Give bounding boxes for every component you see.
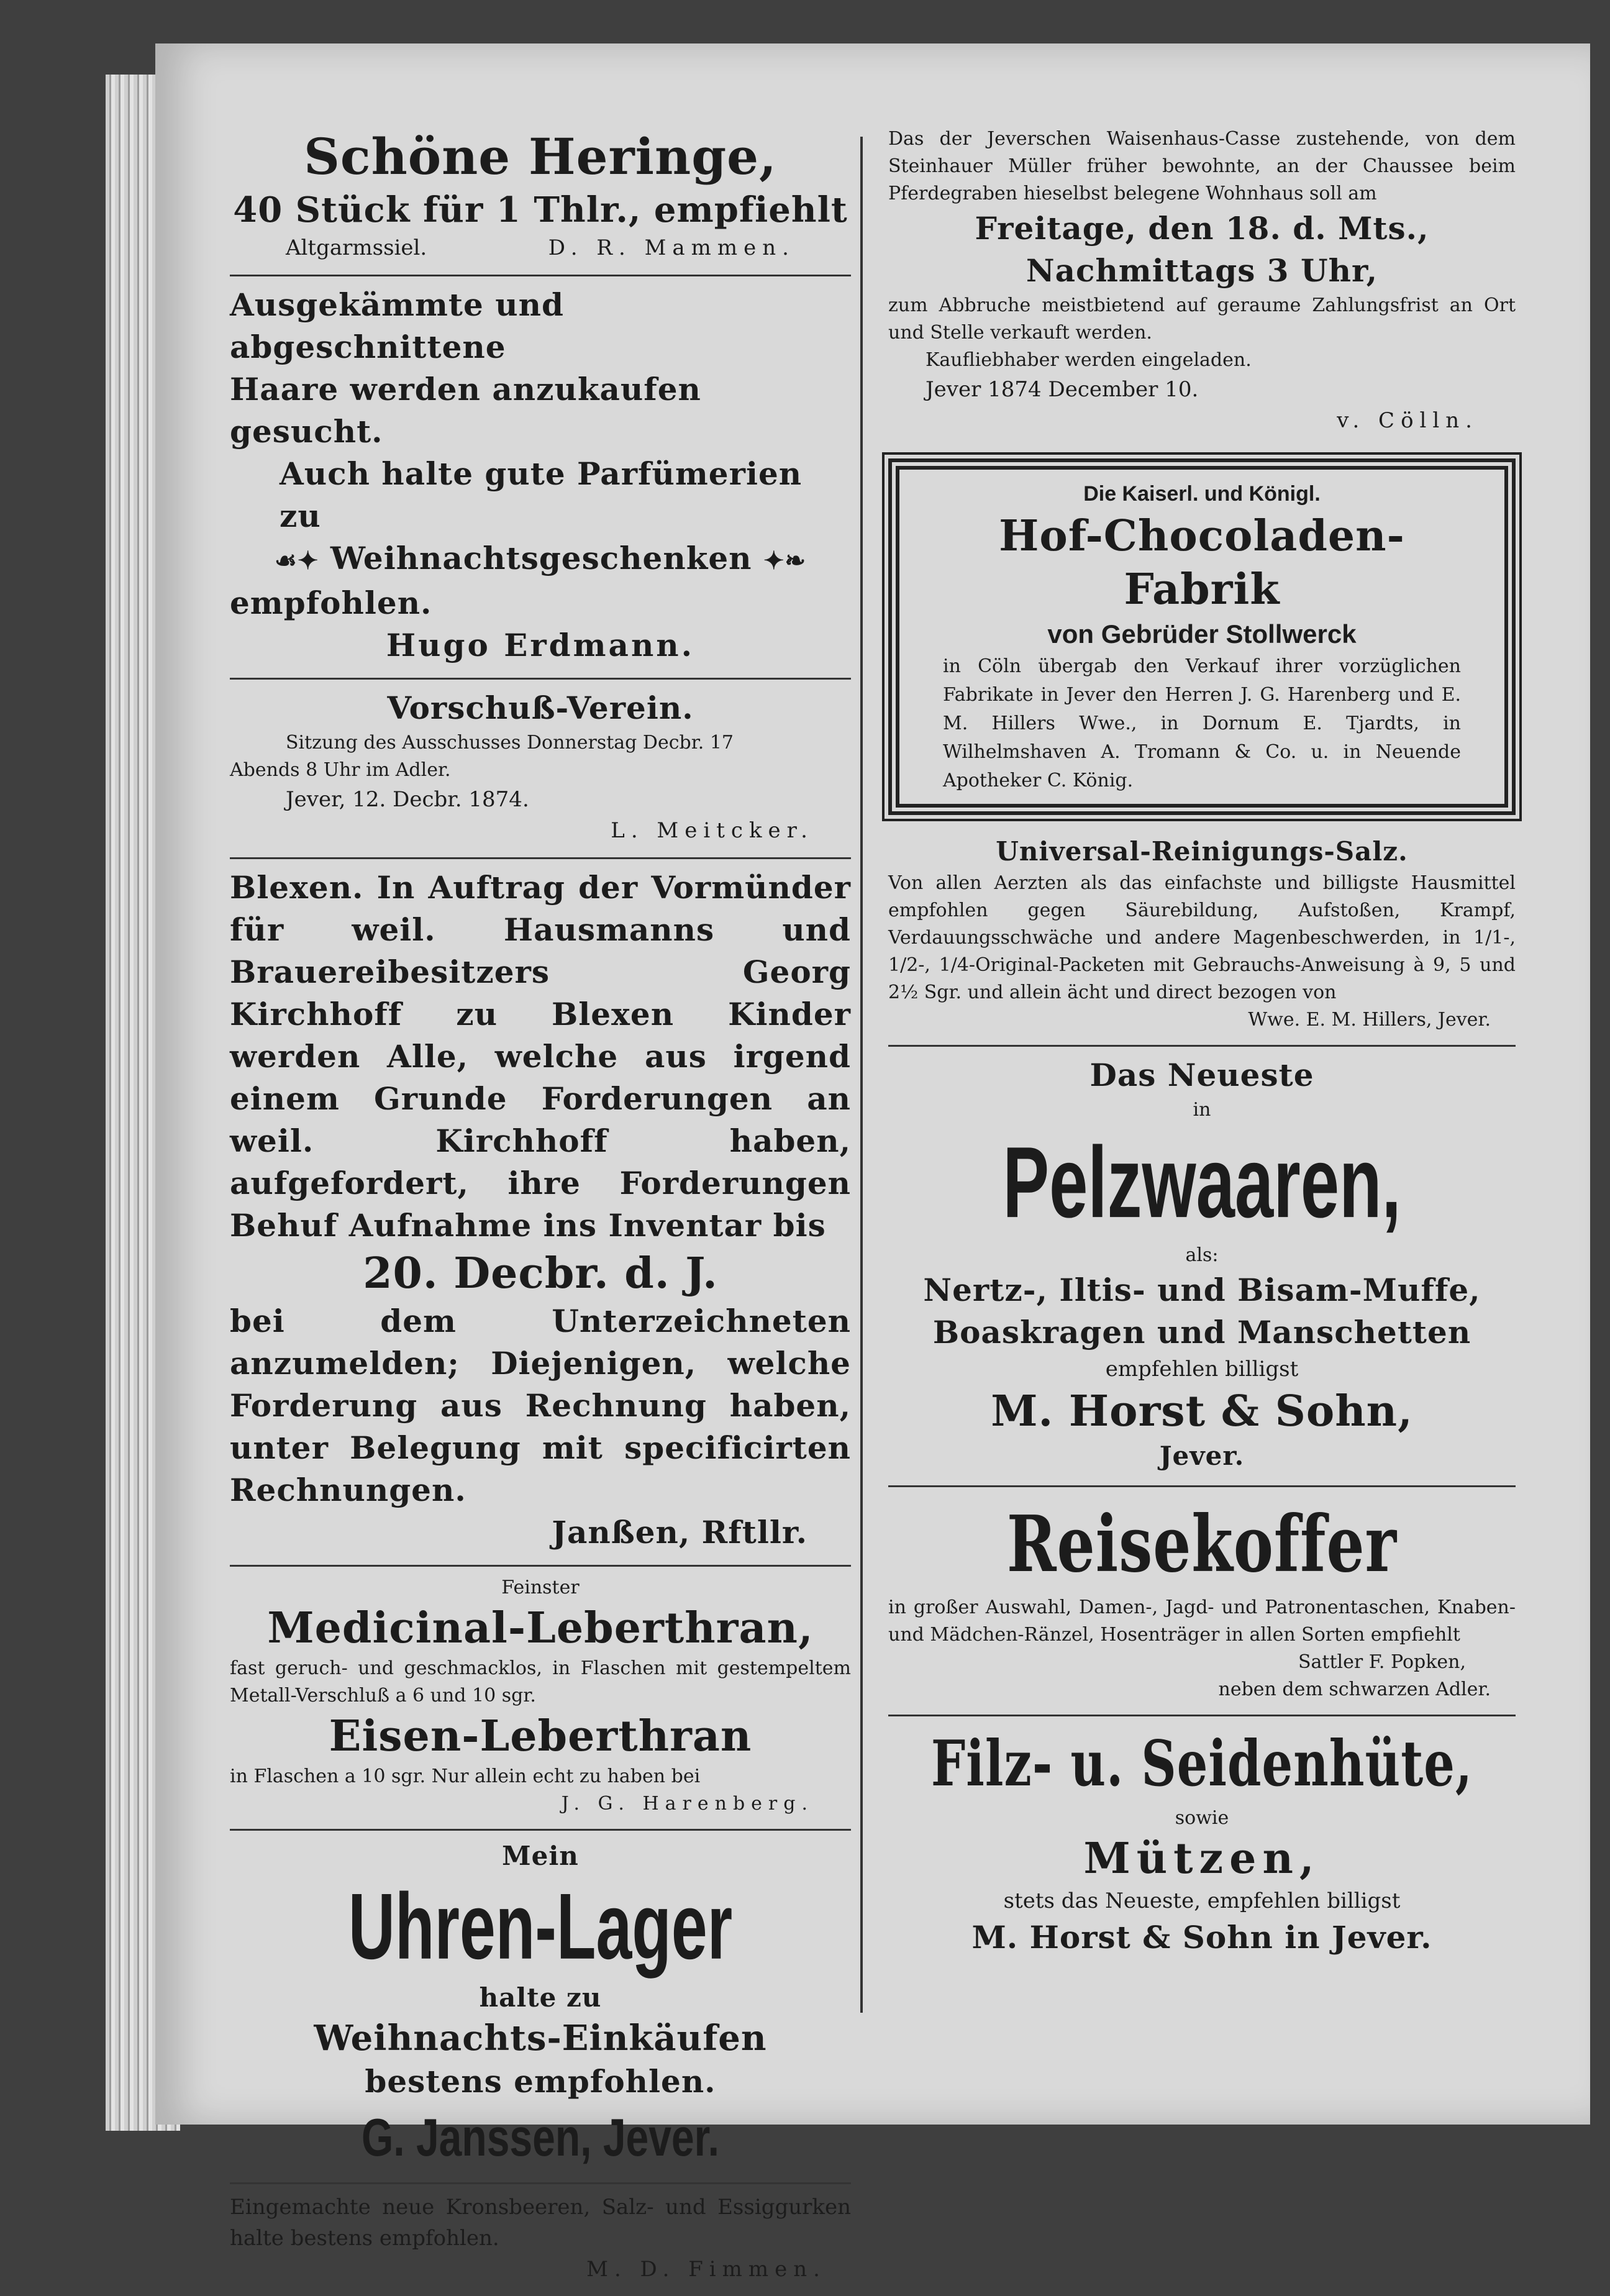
ad-date: 20. Decbr. d. J. [363,1249,718,1298]
ad-line: Boaskragen und Manschetten [932,1314,1471,1351]
ornament-left-icon: ☙✦ [275,546,319,575]
ad-title: Medicinal-Leberthran, [267,1603,814,1653]
ad-leberthran [230,1567,851,1831]
ad-line: bestens empfohlen. [365,2063,716,2100]
ad-text: Das der Jeverschen Waisenhaus-Casse zustehende, von dem Steinhauer Müller früher bewohnte, an der Chaussee beim Pferdegraben hieselbst belegene Wohnhaus soll am [888,128,1516,204]
ad-text: Blexen. In Auftrag der Vormünder für weil. Hausmanns und Brauereibesitzers Georg Kirchhoff zu Blexen Kinder werden Alle, welche aus irgend einem Grunde Forderungen an weil. Kirchhoff haben, aufgefordert, ihre Forderungen Behuf Aufnahme ins Inventar bis [230,869,851,1244]
ad-line: Sitzung des Ausschusses Donnerstag Decbr. 17 [286,732,734,754]
left-column [230,118,851,2296]
ad-signer: neben dem schwarzen Adler. [1218,1679,1491,1700]
ad-place: Altgarmssiel. [286,235,427,260]
ad-koffer [888,1487,1516,1716]
ad-kronsbeeren [230,2184,851,2296]
ad-signer: D. R. Mammen. [548,235,795,260]
ad-line: empfehlen billigst [1105,1357,1299,1382]
right-column [888,118,1516,1970]
ad-title: Universal-Reinigungs-Salz. [996,836,1408,867]
ad-date: Freitage, den 18. d. Mts., [975,210,1429,247]
ad-line: Jever, 12. Decbr. 1874. [286,787,529,812]
ad-signer: Wwe. E. M. Hillers, Jever. [1248,1009,1491,1031]
ad-name: M. Horst & Sohn in Jever. [971,1919,1432,1956]
ad-highlight: Weihnachtsgeschenken [330,540,752,576]
ad-waisenhaus [888,118,1516,447]
ad-signer: M. D. Fimmen. [586,2257,826,2282]
ad-pre: Mein [502,1841,579,1871]
ad-line: empfohlen. [230,585,432,621]
ad-herring [230,118,851,276]
ad-title: Filz- u. Seidenhüte, [930,1727,1473,1801]
ad-title: Uhren-Lager [348,1874,733,1980]
ad-salz [888,826,1516,1047]
ad-title: Mützen, [1083,1834,1321,1884]
ad-hair [230,276,851,680]
ornament-right-icon: ✦❧ [763,546,806,575]
ad-signer: Hugo Erdmann. [386,627,695,663]
ad-title: Pelzwaaren, [1003,1126,1401,1239]
ad-text: zum Abbruche meistbietend auf geraume Zahlungsfrist an Ort und Stelle verkauft werden. [888,294,1516,344]
ad-title: Reisekoffer [1006,1498,1398,1590]
ad-in: in [1193,1099,1211,1121]
ad-signer: Janßen, Rftllr. [552,1514,807,1551]
ad-date: Nachmittags 3 Uhr, [1026,252,1378,289]
ad-place: Jever. [1159,1441,1245,1471]
ad-pelz [888,1047,1516,1487]
ad-line: Ausgekämmte und abgeschnittene [230,286,564,365]
ad-title: Eisen-Leberthran [329,1711,752,1761]
ad-text: in Flaschen a 10 sgr. Nur allein echt zu haben bei [230,1765,701,1787]
ad-line: Kaufliebhaber werden eingeladen. [926,349,1252,371]
ad-line: halte zu [479,1982,602,2013]
ad-signer: v. Cölln. [1337,408,1478,433]
ad-als: als: [1185,1244,1219,1266]
ad-uhren [230,1831,851,2184]
ad-text: in großer Auswahl, Damen-, Jagd- und Patronentaschen, Knaben- und Mädchen-Ränzel, Hosenträger in allen Sorten empfiehlt [888,1597,1516,1646]
ad-pre: Feinster [501,1577,580,1598]
ad-line: Abends 8 Uhr im Adler. [230,759,451,781]
ad-title: Schöne Heringe, [304,127,777,186]
ad-title: Vorschuß-Verein. [387,690,694,726]
ad-text: fast geruch- und geschmacklos, in Flaschen mit gestempeltem Metall-Verschluß a 6 und 10 sgr. [230,1657,851,1706]
ad-signer: Sattler F. Popken, [1298,1651,1466,1673]
ad-signer: L. Meitcker. [611,818,814,843]
ad-text: Von allen Aerzten als das einfachste und billigste Hausmittel empfohlen gegen Säurebildung, Aufstoßen, Krampf, Verdauungsschwäche und andere Magenbeschwerden, in 1/1-, 1/2-, 1/4-Original-Packeten mit Gebrauchs-Anweisung à 9, 5 und 2½ Sgr. und allein ächt und direct bezogen von [888,872,1516,1003]
newspaper-page [155,43,1590,2282]
ad-hute [888,1716,1516,1970]
ad-text: in Cöln übergab den Verkauf ihrer vorzüglichen Fabrikate in Jever den Herren J. G. Harenberg und E. M. Hillers Wwe., in Dornum E. Tjardts, in Wilhelmshaven A. Tromann & Co. u. in Neuende Apotheker C. König. [943,655,1461,791]
ad-line: Jever 1874 December 10. [926,377,1199,402]
ad-line: Auch halte gute Parfümerien zu [280,455,803,534]
ad-sub: von Gebrüder Stollwerck [1047,619,1357,649]
ad-name: G. Janssen, Jever. [361,2107,720,2167]
ad-line: Nertz-, Iltis- und Bisam-Muffe, [923,1272,1481,1308]
ad-signer: J. G. Harenberg. [561,1793,814,1815]
ad-name: M. Horst & Sohn, [991,1387,1413,1436]
ad-line: stets das Neueste, empfehlen billigst [1003,1888,1401,1913]
ad-line: Haare werden anzukaufen gesucht. [230,371,701,450]
ad-blexen [230,859,851,1567]
ad-line: 40 Stück für 1 Thlr., empfiehlt [233,189,848,230]
ad-text: bei dem Unterzeichneten anzumelden; Diejenigen, welche Forderung aus Rechnung haben, unter Belegung mit specificirten Rechnungen. [230,1303,851,1508]
ad-sowie: sowie [1175,1807,1229,1829]
ad-pre: Das Neueste [1089,1057,1314,1093]
ad-title: Hof-Chocoladen-Fabrik [999,511,1405,614]
ad-verein [230,680,851,859]
ad-stollwerck-frame [888,458,1516,815]
ad-text: Eingemachte neue Kronsbeeren, Salz- und Essiggurken halte bestens empfohlen. [230,2195,851,2251]
column-divider [860,137,863,2013]
ad-line: Weihnachts-Einkäufen [314,2018,767,2059]
ad-pre: Die Kaiserl. und Königl. [1083,482,1321,506]
